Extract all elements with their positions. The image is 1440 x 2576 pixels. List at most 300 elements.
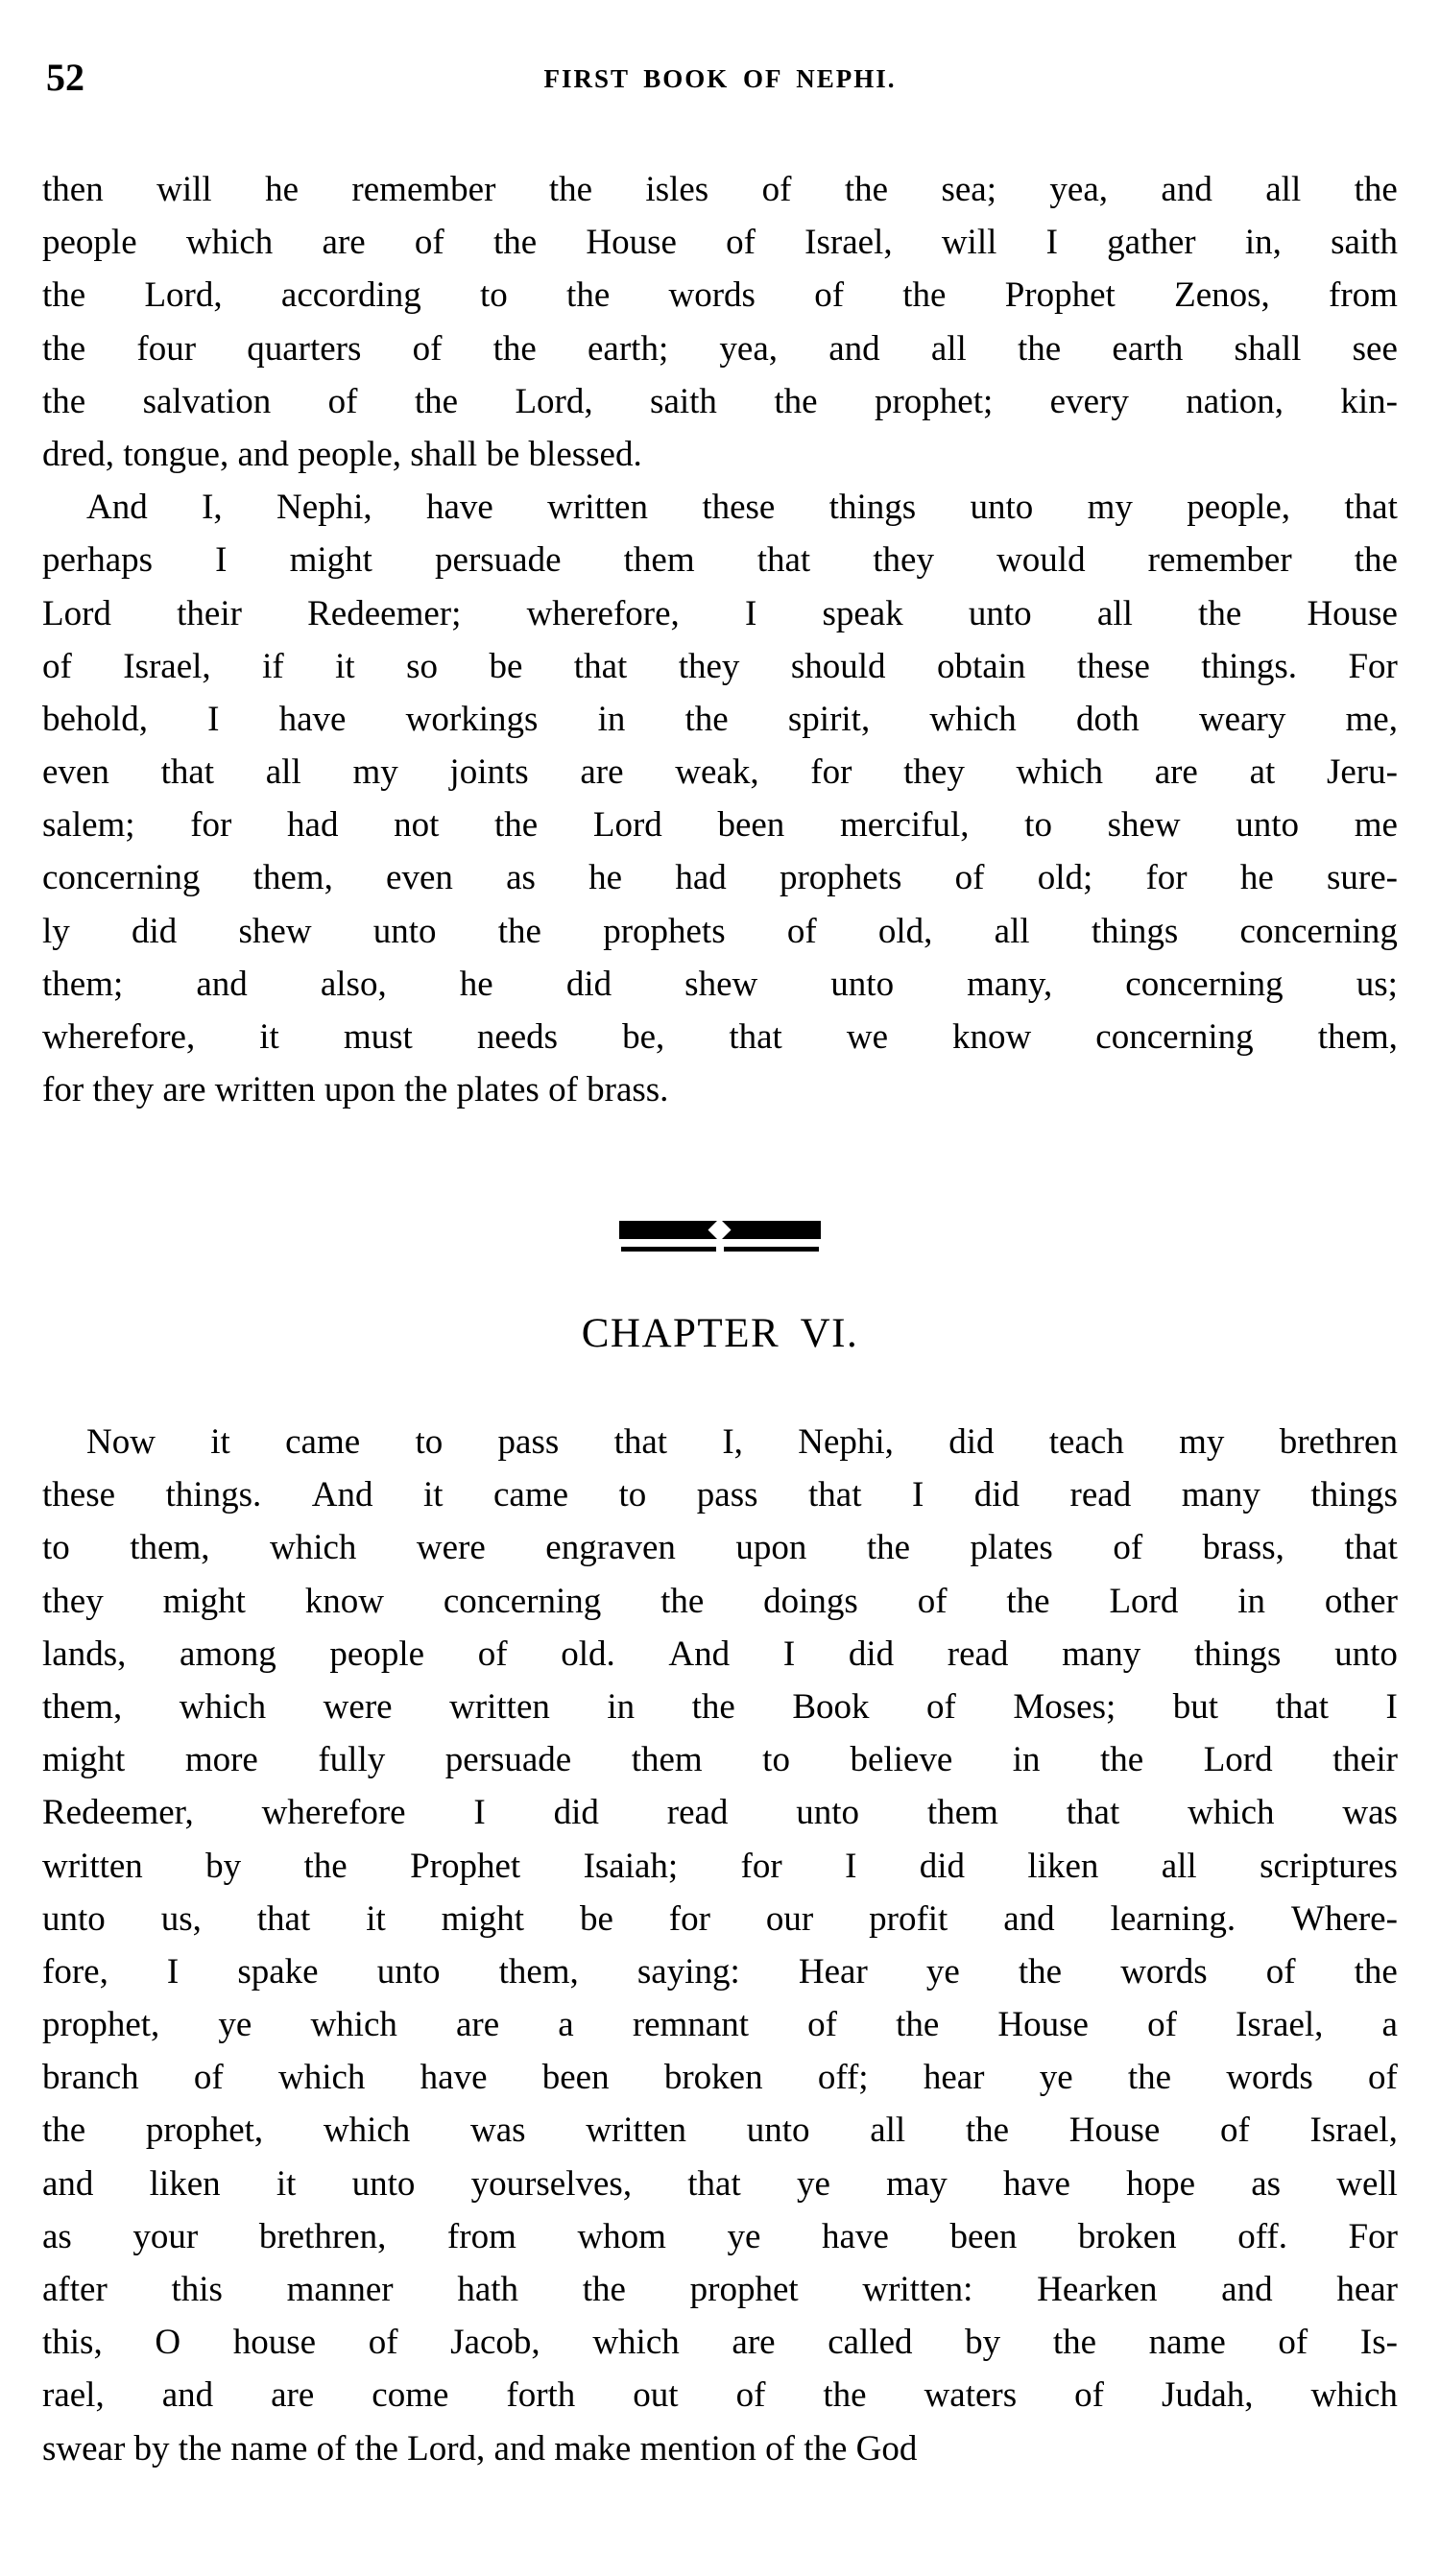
word: Nephi,	[798, 1422, 894, 1462]
word: know	[952, 1017, 1032, 1057]
word: of	[786, 911, 817, 951]
word: might	[42, 1740, 126, 1780]
word: more	[184, 1740, 258, 1780]
word: I,	[202, 488, 223, 528]
word: have	[278, 699, 347, 739]
word: a	[558, 2005, 574, 2045]
word: weak,	[675, 752, 759, 793]
word: by	[965, 2323, 1001, 2363]
word: liken	[1027, 1846, 1099, 1886]
word: off;	[817, 2058, 869, 2098]
word: yea,	[719, 328, 779, 369]
word: shew	[684, 964, 758, 1004]
word: old,	[877, 911, 933, 951]
paragraph	[42, 481, 1398, 1116]
word: will	[156, 170, 212, 209]
word: unto	[968, 593, 1032, 633]
word: earth	[1112, 328, 1184, 369]
word: been	[949, 2216, 1018, 2256]
word: the	[844, 170, 889, 209]
word: according	[280, 275, 421, 316]
word: out	[633, 2375, 679, 2416]
word: old.	[561, 1634, 615, 1674]
word: the	[1006, 1581, 1050, 1621]
word: at	[1249, 752, 1276, 793]
text-line	[42, 269, 1398, 322]
word: people,	[1187, 488, 1291, 528]
word: Lord	[42, 593, 111, 633]
word: I	[1045, 223, 1058, 263]
word: it	[210, 1422, 230, 1462]
word: prophet,	[145, 2111, 264, 2151]
word: of	[1219, 2111, 1250, 2151]
word: branch	[42, 2058, 139, 2098]
word: the	[42, 328, 86, 369]
word: Redeemer;	[307, 593, 462, 633]
word: came	[492, 1475, 569, 1515]
word: then	[42, 170, 104, 209]
word: Nephi,	[276, 488, 372, 528]
word: may	[886, 2163, 948, 2204]
word: from	[446, 2216, 516, 2256]
word: our	[765, 1898, 814, 1939]
word: prophets	[603, 911, 726, 951]
word: these	[702, 488, 776, 528]
word: did	[948, 1422, 995, 1462]
word: a	[1381, 2005, 1398, 2045]
word: ye	[796, 2163, 830, 2204]
word: of	[1265, 1951, 1296, 1992]
word: I	[845, 1846, 857, 1886]
word: forth	[506, 2375, 576, 2416]
word: the	[1100, 1740, 1144, 1780]
word: prophets	[779, 858, 902, 898]
word: obtain	[936, 646, 1026, 686]
word: people	[329, 1634, 425, 1674]
word: are	[455, 2005, 500, 2045]
word: I	[911, 1475, 924, 1515]
page-number: 52	[46, 56, 84, 99]
word: which	[929, 699, 1017, 739]
word: had	[287, 805, 339, 846]
word: of	[193, 2058, 224, 2098]
word: House	[1068, 2111, 1161, 2151]
word: them	[926, 1793, 998, 1833]
word: Is-	[1359, 2323, 1398, 2363]
word: Now	[86, 1422, 156, 1462]
word: did	[919, 1846, 966, 1886]
word: joints	[449, 752, 529, 793]
word: for	[668, 1898, 710, 1939]
word: which	[277, 2058, 366, 2098]
word: he	[1239, 858, 1274, 898]
word: which	[1310, 2375, 1398, 2416]
word: ly	[42, 911, 70, 951]
text-line	[42, 1681, 1398, 1733]
word: many	[1062, 1634, 1141, 1674]
word: concerning	[42, 858, 201, 898]
text-line	[42, 746, 1398, 799]
word: prophet;	[874, 381, 994, 421]
text-line	[42, 2158, 1398, 2210]
word: saying:	[636, 1951, 740, 1992]
section-divider-ornament	[0, 1221, 1440, 1282]
word: written	[42, 1846, 143, 1886]
word: broken	[1077, 2216, 1177, 2256]
word: my	[352, 752, 398, 793]
word: be	[489, 646, 523, 686]
text-line	[42, 2316, 1398, 2369]
text-line	[42, 481, 1398, 534]
word: of	[814, 275, 845, 316]
word: isles	[645, 170, 709, 209]
word: hath	[457, 2270, 519, 2309]
word: called	[828, 2323, 913, 2363]
word: gather	[1107, 223, 1196, 263]
chapter-heading: CHAPTER VI.	[581, 1311, 859, 1356]
word: of	[368, 2323, 398, 2363]
word: doth	[1075, 699, 1140, 739]
word: and	[1221, 2270, 1273, 2309]
text-line	[42, 1945, 1398, 1998]
word: that	[1275, 1686, 1330, 1727]
word: and	[196, 964, 248, 1004]
word: of	[1147, 2005, 1177, 2045]
word: it	[366, 1898, 386, 1939]
word: come	[372, 2375, 449, 2416]
text-line	[42, 2263, 1398, 2316]
word: even	[42, 752, 109, 793]
word: four	[136, 328, 197, 369]
word: Jacob,	[450, 2323, 540, 2363]
word: it	[422, 1475, 444, 1515]
word: this	[171, 2270, 223, 2309]
word: that	[160, 752, 215, 793]
word: me	[1354, 805, 1398, 846]
text-line	[42, 958, 1398, 1011]
word: are	[1154, 752, 1198, 793]
word: might	[162, 1581, 246, 1621]
word: of	[414, 223, 444, 263]
word: of	[1368, 2058, 1398, 2098]
word: these	[42, 1475, 116, 1515]
text-line	[42, 1628, 1398, 1681]
word: them;	[42, 964, 124, 1004]
text-line	[42, 1998, 1398, 2051]
word: did	[973, 1475, 1020, 1515]
word: ye	[727, 2216, 761, 2256]
word: liken	[149, 2163, 221, 2204]
word: which	[1016, 752, 1103, 793]
word: have	[425, 488, 493, 528]
word: perhaps	[42, 540, 154, 581]
word: see	[1352, 328, 1398, 369]
word: as	[506, 858, 536, 898]
word: the	[42, 381, 86, 421]
word: read	[666, 1793, 729, 1833]
word: if	[262, 646, 284, 686]
word: so	[406, 646, 439, 686]
word: know	[304, 1581, 384, 1621]
word: unto	[42, 1898, 106, 1939]
word: hope	[1126, 2163, 1196, 2204]
word: doings	[763, 1581, 858, 1621]
word: And	[86, 488, 148, 528]
word: that	[1344, 1528, 1398, 1568]
word: in	[607, 1686, 636, 1727]
word: my	[1087, 488, 1133, 528]
word: and	[828, 328, 880, 369]
word: and	[161, 2375, 214, 2416]
word: behold,	[42, 699, 148, 739]
word: nation,	[1186, 381, 1284, 421]
word: was	[1342, 1793, 1398, 1833]
word: engraven	[545, 1528, 676, 1568]
word: the	[866, 1528, 911, 1568]
word: unto	[1334, 1634, 1398, 1674]
word: unto	[746, 2111, 810, 2151]
text-line	[42, 163, 1398, 216]
word: he	[265, 170, 300, 209]
word: are	[271, 2375, 315, 2416]
word: shall	[1234, 328, 1302, 369]
text-line	[42, 905, 1398, 958]
word: also,	[320, 964, 387, 1004]
word: it	[259, 1017, 279, 1057]
text-line	[42, 640, 1398, 693]
word: unto	[970, 488, 1034, 528]
text-line	[42, 1733, 1398, 1786]
word: them	[631, 1740, 703, 1780]
word: that	[256, 1898, 311, 1939]
word: that	[687, 2163, 741, 2204]
running-head	[46, 53, 1394, 101]
word: in	[597, 699, 626, 739]
word: yea,	[1049, 170, 1108, 209]
word: that	[1066, 1793, 1120, 1833]
word: persuade	[435, 540, 562, 581]
word: will	[941, 223, 997, 263]
word: I	[207, 699, 220, 739]
word: And	[311, 1475, 373, 1515]
word: and	[1161, 170, 1212, 209]
word: Hearken	[1037, 2270, 1158, 2309]
word: waters	[924, 2375, 1018, 2416]
word: even	[386, 858, 453, 898]
word: to	[480, 275, 508, 316]
word: to	[618, 1475, 647, 1515]
word: have	[822, 2216, 889, 2256]
word: House	[586, 223, 677, 263]
word: to	[762, 1740, 790, 1780]
word: of	[1074, 2375, 1104, 2416]
word: concerning	[1239, 911, 1398, 951]
word: which	[323, 2111, 411, 2151]
word: which	[185, 223, 274, 263]
word: the	[494, 805, 539, 846]
word: which	[1188, 1793, 1275, 1833]
word: it	[276, 2163, 297, 2204]
word: many,	[967, 964, 1053, 1004]
word: unto	[1236, 805, 1300, 846]
word: manner	[286, 2270, 394, 2309]
text-line	[42, 851, 1398, 904]
word: and	[1003, 1898, 1055, 1939]
word: For	[1348, 646, 1398, 686]
word: the	[566, 275, 611, 316]
word: not	[394, 805, 440, 846]
word: for	[1145, 858, 1188, 898]
word: the	[1354, 1951, 1398, 1992]
word: came	[285, 1422, 361, 1462]
word: well	[1336, 2163, 1398, 2204]
word: I,	[722, 1422, 743, 1462]
word: them,	[498, 1951, 579, 1992]
word: which	[310, 2005, 397, 2045]
word: in	[1237, 1581, 1266, 1621]
paragraph	[42, 163, 1398, 481]
word: to	[1024, 805, 1052, 846]
text-line: swear by the name of the Lord, and make mention of the God	[42, 2428, 918, 2469]
body-text-block	[42, 163, 1398, 1116]
text-line	[42, 587, 1398, 640]
word: scriptures	[1260, 1846, 1398, 1886]
word: ye	[1039, 2058, 1073, 2098]
word: things	[1193, 1634, 1282, 1674]
word: these	[1076, 646, 1150, 686]
word: which	[269, 1528, 357, 1568]
word: learning.	[1110, 1898, 1236, 1939]
word: of	[807, 2005, 837, 2045]
word: are	[580, 752, 624, 793]
word: weary	[1198, 699, 1286, 739]
word: needs	[476, 1017, 559, 1057]
word: things	[828, 488, 917, 528]
word: Israel,	[804, 223, 893, 263]
word: of	[761, 170, 792, 209]
word: believe	[850, 1740, 953, 1780]
word: that	[573, 646, 628, 686]
word: they	[42, 1581, 104, 1621]
word: I	[744, 593, 757, 633]
word: the	[684, 699, 729, 739]
word: had	[675, 858, 727, 898]
word: would	[996, 540, 1086, 581]
word: other	[1324, 1581, 1398, 1621]
word: prophet,	[42, 2005, 160, 2045]
word: Lord,	[515, 381, 593, 421]
word: might	[289, 540, 372, 581]
word: their	[177, 593, 242, 633]
word: this,	[42, 2323, 103, 2363]
text-line	[42, 2051, 1398, 2104]
word: unto	[351, 2163, 416, 2204]
word: Redeemer,	[42, 1793, 194, 1833]
word: did	[132, 911, 178, 951]
text-line	[42, 2210, 1398, 2263]
word: Lord	[592, 805, 662, 846]
word: pass	[696, 1475, 758, 1515]
word: I	[215, 540, 228, 581]
word: the	[582, 2270, 626, 2309]
word: of	[735, 2375, 766, 2416]
word: Lord	[1109, 1581, 1179, 1621]
word: Israel,	[1309, 2111, 1398, 2151]
word: saith	[650, 381, 717, 421]
word: whom	[577, 2216, 666, 2256]
text-line	[42, 1575, 1398, 1628]
word: of	[327, 381, 358, 421]
word: words	[1226, 2058, 1313, 2098]
word: the	[548, 170, 593, 209]
word: written:	[862, 2270, 973, 2309]
text-line: for they are written upon the plates of brass.	[42, 1070, 669, 1110]
running-head-title: FIRST BOOK OF NEPHI.	[543, 64, 897, 93]
word: quarters	[247, 328, 362, 369]
word: been	[541, 2058, 610, 2098]
word: House	[1307, 593, 1398, 633]
word: them,	[1317, 1017, 1398, 1057]
word: shew	[238, 911, 312, 951]
word: things	[1091, 911, 1179, 951]
word: Jeru-	[1326, 752, 1398, 793]
word: prophet	[689, 2270, 799, 2309]
word: them,	[252, 858, 333, 898]
word: that	[613, 1422, 668, 1462]
word: upon	[735, 1528, 807, 1568]
word: the	[965, 2111, 1010, 2151]
word: he	[588, 858, 623, 898]
word: they	[873, 540, 934, 581]
chapter-text-block	[42, 1416, 1398, 2475]
word: wherefore,	[42, 1017, 196, 1057]
word: and	[42, 2163, 94, 2204]
word: of	[954, 858, 985, 898]
word: in,	[1244, 223, 1282, 263]
word: the	[42, 275, 86, 316]
word: brass,	[1202, 1528, 1284, 1568]
word: all	[1265, 170, 1302, 209]
text-line	[42, 534, 1398, 586]
word: us,	[160, 1898, 202, 1939]
word: them	[623, 540, 695, 581]
word: did	[848, 1634, 895, 1674]
word: ye	[925, 1951, 960, 1992]
word: but	[1172, 1686, 1219, 1727]
word: the	[492, 328, 537, 369]
word: the	[1354, 540, 1398, 581]
word: your	[132, 2216, 199, 2256]
word: the	[497, 911, 541, 951]
word: might	[441, 1898, 525, 1939]
word: the	[492, 223, 538, 263]
word: Book	[792, 1686, 870, 1727]
word: unto	[796, 1793, 860, 1833]
word: plates	[970, 1528, 1053, 1568]
word: read	[947, 1634, 1009, 1674]
word: brethren	[1279, 1422, 1398, 1462]
word: kin-	[1340, 381, 1398, 421]
word: shew	[1107, 805, 1181, 846]
word: for	[190, 805, 232, 846]
text-line	[42, 216, 1398, 269]
word: written	[586, 2111, 687, 2151]
word: we	[846, 1017, 888, 1057]
word: many	[1181, 1475, 1260, 1515]
word: the	[1052, 2323, 1097, 2363]
word: Prophet	[410, 1846, 521, 1886]
word: Isaiah;	[583, 1846, 679, 1886]
